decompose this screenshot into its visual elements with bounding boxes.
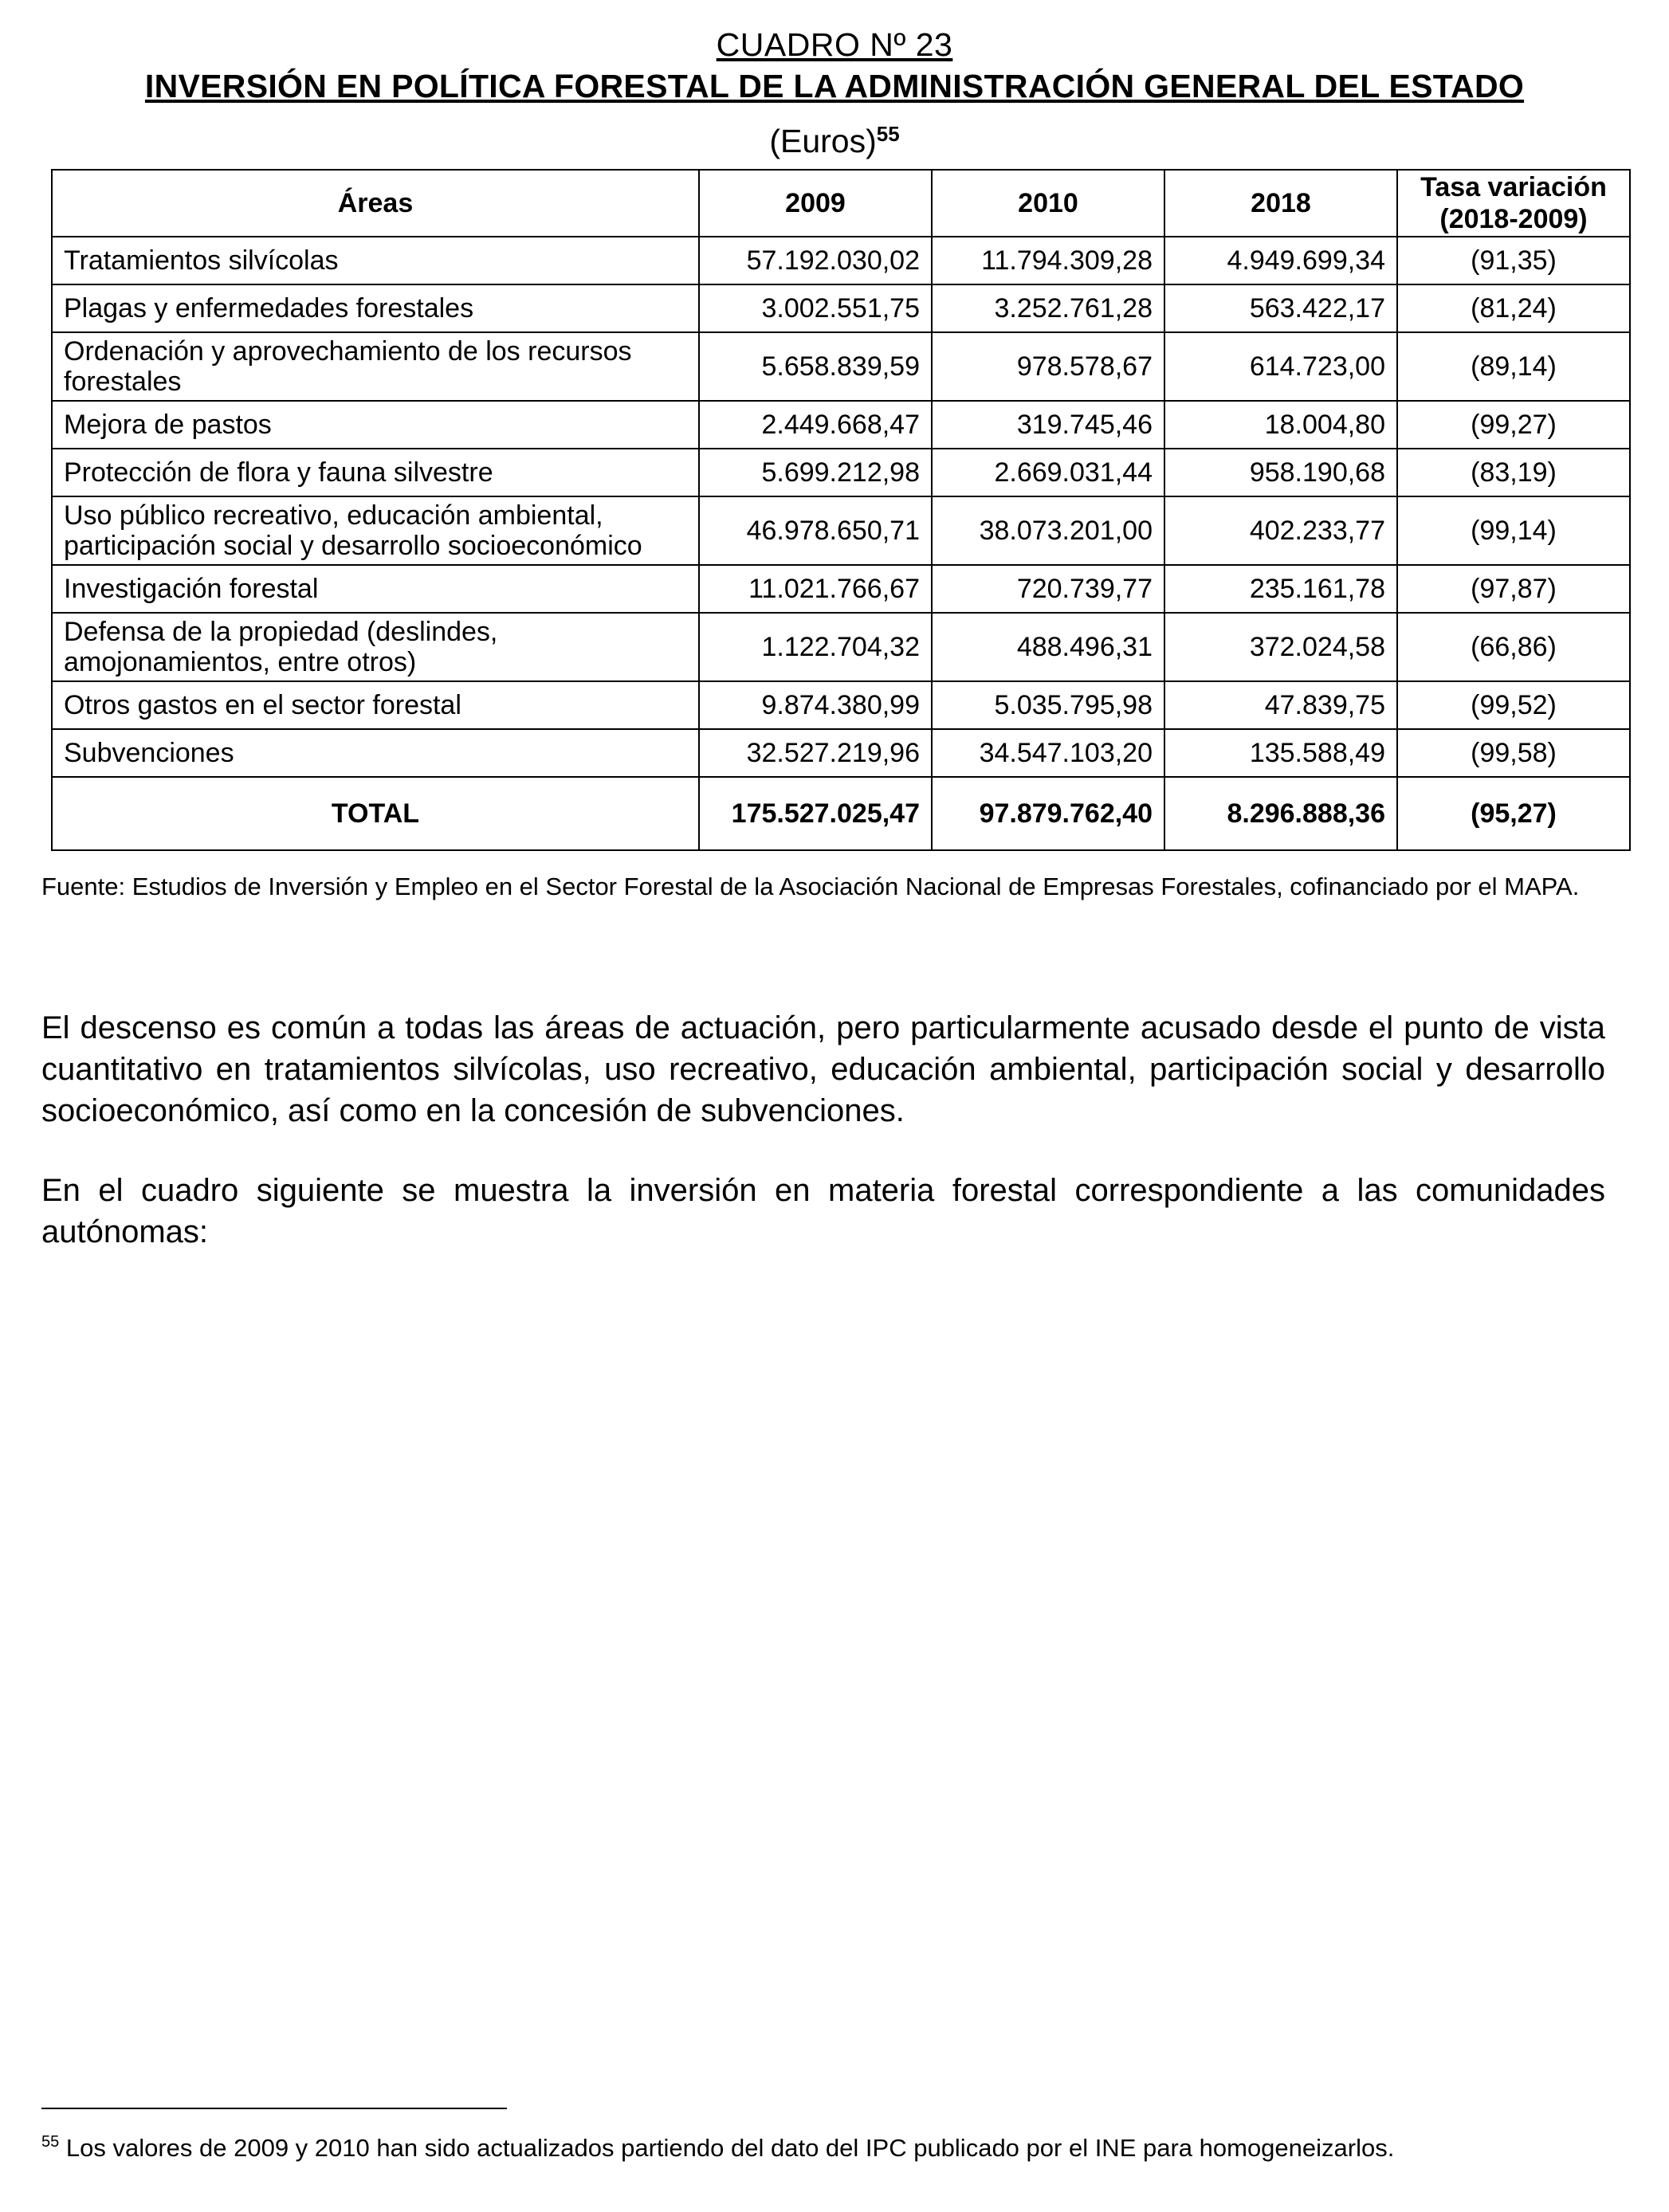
area-cell [52,496,699,565]
table-row [52,401,1630,449]
value-rate: (83,19) [1397,449,1630,496]
body-paragraph: El descenso es común a todas las áreas de actuación, pero particularmente acusado desde el punto de vista cuantitativo en tratamientos silvícolas, uso recreativo, educación ambiental, participación social y desarrollo socioeconómico, así como en la concesión de subvenciones. [41,1010,1605,1128]
header-2009: 2009 [699,170,932,237]
value-2009: 5.658.839,59 [699,332,932,401]
value-rate: (91,35) [1397,237,1630,284]
footnote-number: 55 [41,2133,60,2151]
footnote-ref[interactable]: 55 [876,122,900,146]
area-cell [52,332,699,401]
value-2009: 2.449.668,47 [699,401,932,449]
value-2010: 11.794.309,28 [932,237,1164,284]
total-2018: 8.296.888,36 [1164,777,1397,850]
value-rate: (66,86) [1397,613,1630,681]
unit-label: (Euros) [769,123,877,159]
area-line1: Uso público recreativo, educación ambiental, [64,500,603,531]
header-2010: 2010 [932,170,1164,237]
value-2010: 5.035.795,98 [932,681,1164,729]
area-cell [52,729,699,777]
table-row [52,565,1630,613]
area-line2: participación social y desarrollo socioeconómico [64,531,642,561]
table-header-row [52,170,1630,237]
value-2018: 372.024,58 [1164,613,1397,681]
value-2018: 402.233,77 [1164,496,1397,565]
value-2010: 3.252.761,28 [932,284,1164,332]
value-2010: 38.073.201,00 [932,496,1164,565]
value-2018: 4.949.699,34 [1164,237,1397,284]
value-2009: 9.874.380,99 [699,681,932,729]
area-line1: Otros gastos en el sector forestal [64,690,461,720]
value-2018: 614.723,00 [1164,332,1397,401]
value-2009: 57.192.030,02 [699,237,932,284]
header-2018: 2018 [1164,170,1397,237]
area-line2: forestales [64,367,182,397]
total-label: TOTAL [52,777,699,850]
value-2018: 18.004,80 [1164,401,1397,449]
total-rate: (95,27) [1397,777,1630,850]
value-2010: 978.578,67 [932,332,1164,401]
footnote [41,2126,1628,2164]
value-2009: 3.002.551,75 [699,284,932,332]
area-cell [52,237,699,284]
value-2009: 5.699.212,98 [699,449,932,496]
investment-table [51,169,1631,851]
value-2009: 11.021.766,67 [699,565,932,613]
area-line1: Ordenación y aprovechamiento de los recursos [64,336,632,367]
table-row [52,332,1630,401]
total-2009: 175.527.025,47 [699,777,932,850]
table-row [52,681,1630,729]
value-2018: 47.839,75 [1164,681,1397,729]
table-row [52,613,1630,681]
area-line2: amojonamientos, entre otros) [64,647,417,677]
value-2010: 319.745,46 [932,401,1164,449]
value-2009: 1.122.704,32 [699,613,932,681]
table-row [52,729,1630,777]
area-line1: Plagas y enfermedades forestales [64,293,474,324]
body-paragraph: En el cuadro siguiente se muestra la inversión en materia forestal correspondiente a las comunidades autónomas: [41,1173,1605,1249]
area-line1: Defensa de la propiedad (deslindes, [64,617,498,647]
area-cell [52,449,699,496]
table-row [52,449,1630,496]
value-2018: 563.422,17 [1164,284,1397,332]
value-rate: (99,58) [1397,729,1630,777]
value-2018: 958.190,68 [1164,449,1397,496]
area-line1: Tratamientos silvícolas [64,245,339,276]
table-number: CUADRO Nº 23 [716,26,953,63]
value-rate: (89,14) [1397,332,1630,401]
table-row [52,284,1630,332]
footnote-separator [41,2108,507,2109]
table-row [52,237,1630,284]
table-row [52,496,1630,565]
header-areas: Áreas [52,170,699,237]
total-row [52,777,1630,850]
value-2018: 135.588,49 [1164,729,1397,777]
area-cell [52,401,699,449]
header-rate [1397,170,1630,237]
area-cell [52,565,699,613]
total-2010: 97.879.762,40 [932,777,1164,850]
area-line1: Subvenciones [64,738,234,768]
value-2009: 46.978.650,71 [699,496,932,565]
table-source: Fuente: Estudios de Inversión y Empleo en el Sector Forestal de la Asociación Nacional de Empresas Forestales, cofinanciado por el MAPA. [41,873,1580,900]
value-2018: 235.161,78 [1164,565,1397,613]
value-2009: 32.527.219,96 [699,729,932,777]
value-2010: 488.496,31 [932,613,1164,681]
value-rate: (99,14) [1397,496,1630,565]
table-unit [0,110,1669,165]
value-rate: (81,24) [1397,284,1630,332]
value-2010: 720.739,77 [932,565,1164,613]
area-cell [52,613,699,681]
table-title: INVERSIÓN EN POLÍTICA FORESTAL DE LA ADMINISTRACIÓN GENERAL DEL ESTADO [144,68,1525,104]
area-line1: Mejora de pastos [64,410,272,440]
footnote-text: Los valores de 2009 y 2010 han sido actualizados partiendo del dato del IPC publicado por el INE para homogeneizarlos. [59,2134,1395,2162]
value-rate: (99,27) [1397,401,1630,449]
value-rate: (99,52) [1397,681,1630,729]
header-rate-line1: Tasa variación [1420,172,1607,202]
value-rate: (97,87) [1397,565,1630,613]
area-line1: Protección de flora y fauna silvestre [64,457,493,488]
header-rate-line2: (2018-2009) [1439,204,1588,234]
area-cell [52,284,699,332]
area-line1: Investigación forestal [64,574,319,604]
table-title-block [0,24,1669,165]
value-2010: 34.547.103,20 [932,729,1164,777]
value-2010: 2.669.031,44 [932,449,1164,496]
area-cell [52,681,699,729]
